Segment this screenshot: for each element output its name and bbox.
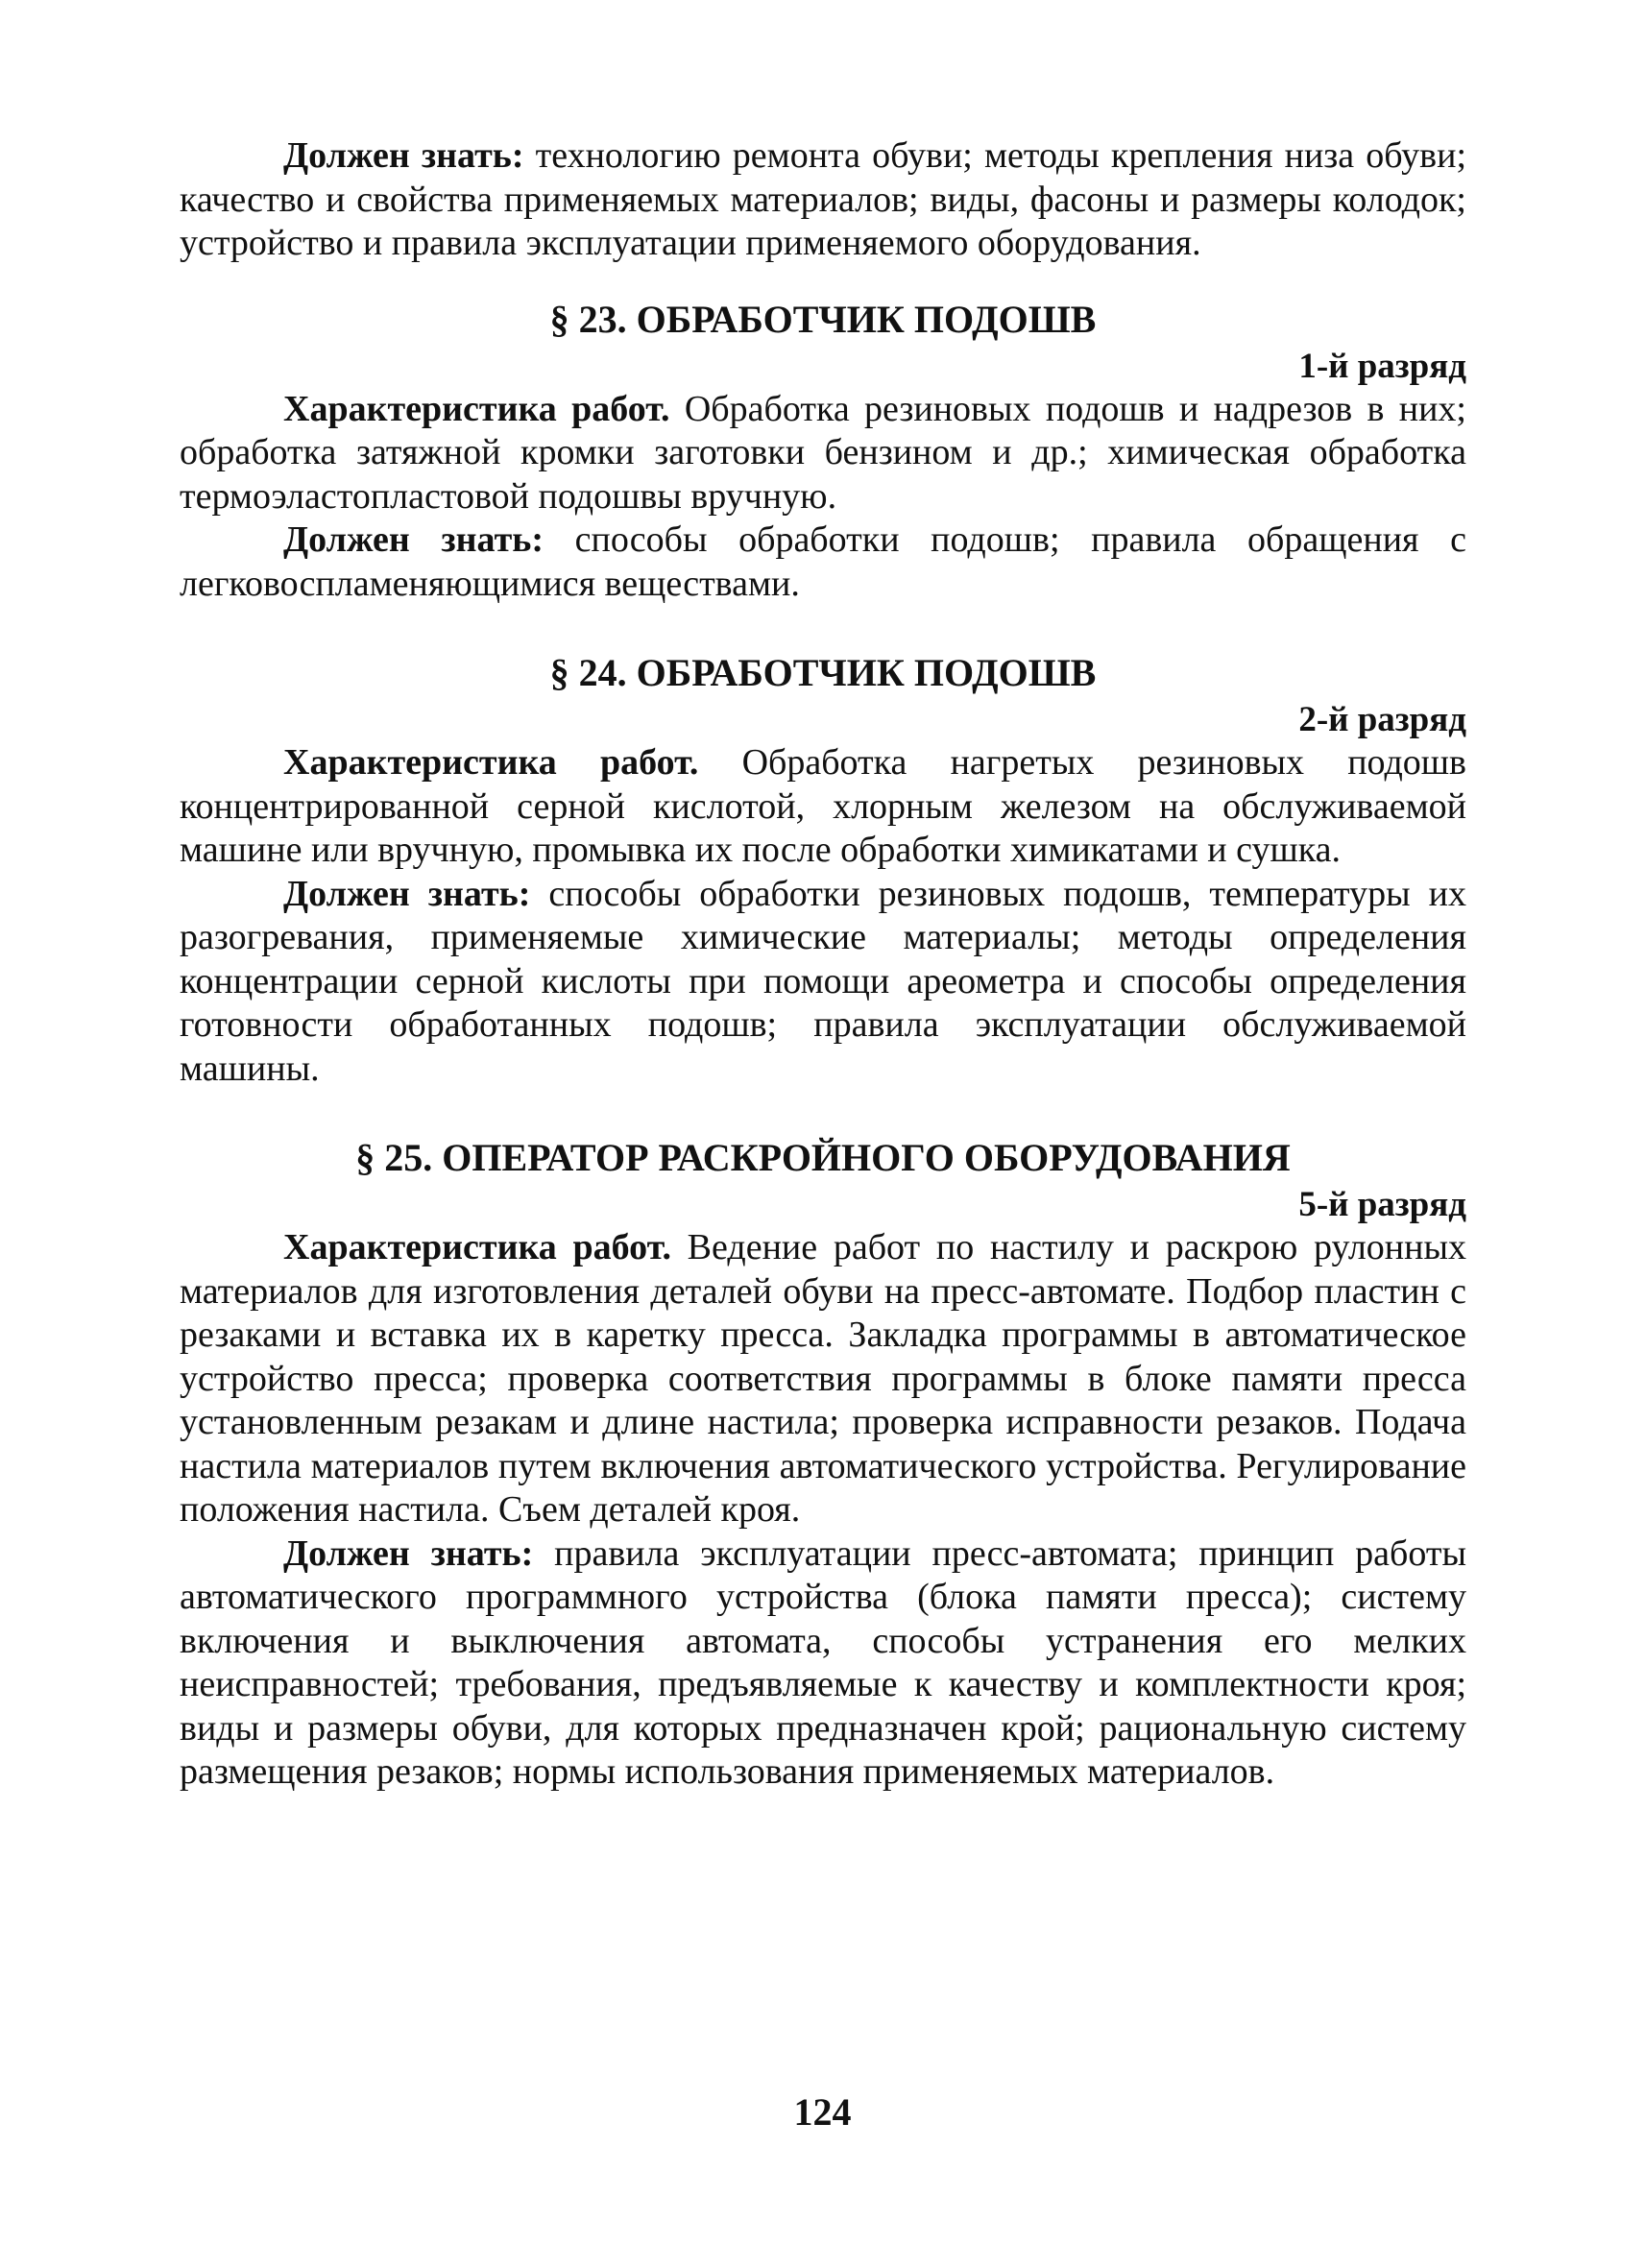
intro-paragraph (180, 134, 1466, 266)
intro-text: технологию ремонта обуви; методы крепления низа обуви; качество и свойства применяемых материалов; виды, фасоны и размеры колодок; устройство и правила эксплуатации применяемого оборудования. (180, 135, 1466, 263)
characteristics-lead: Характеристика работ. (283, 388, 670, 429)
section-25-knowledge (180, 1532, 1466, 1795)
knowledge-lead: Должен знать: (283, 519, 544, 560)
characteristics-text: Ведение работ по настилу и раскрою рулонных материалов для изготовления деталей обуви на пресс-автомате. Подбор пластин с резаками и вставка их в каретку пресса. Закладка программы в автоматическое устройство пресса; проверка соответствия программы в блоке памяти пресса установленным резакам и длине настила; проверка исправности резаков. Подача настила материалов путем включения автоматического устройства. Регулирование положения настила. Съем деталей кроя. (180, 1227, 1467, 1530)
section-23-characteristics (180, 388, 1466, 519)
characteristics-lead: Характеристика работ. (283, 742, 699, 783)
characteristics-lead: Характеристика работ. (283, 1227, 671, 1267)
knowledge-lead: Должен знать: (283, 873, 531, 914)
section-25-characteristics (180, 1226, 1466, 1532)
section-grade-24: 2-й разряд (1298, 700, 1466, 739)
characteristics-text: Обработка нагретых резиновых подошв концентрированной серной кислотой, хлорным железом на обслуживаемой машине или вручную, промывка их после обработки химикатами и сушка. (180, 742, 1466, 870)
section-23-knowledge (180, 519, 1466, 606)
document-page (180, 134, 1466, 1795)
page-number: 124 (793, 2090, 852, 2134)
spacer (180, 606, 1466, 648)
spacer (180, 1091, 1466, 1133)
section-24-knowledge (180, 873, 1466, 1092)
spacer (180, 266, 1466, 295)
section-heading-24: § 24. ОБРАБОТЧИК ПОДОШВ (549, 651, 1097, 694)
knowledge-lead: Должен знать: (283, 1532, 534, 1574)
knowledge-text: способы обработки резиновых подошв, температуры их разогревания, применяемые химические материалы; методы определения концентрации серной кислоты при помощи ареометра и способы определения готовности обработанных подошв; правила эксплуатации обслуживаемой машины. (180, 873, 1466, 1089)
section-heading-25: § 25. ОПЕРАТОР РАСКРОЙНОГО ОБОРУДОВАНИЯ (355, 1136, 1291, 1179)
section-24-characteristics (180, 741, 1466, 873)
knowledge-text: способы обработки подошв; правила обращения с легковоспламеняющимися веществами. (180, 519, 1467, 604)
section-grade-25: 5-й разряд (1298, 1185, 1466, 1224)
section-grade-23: 1-й разряд (1298, 346, 1466, 386)
section-heading-23: § 23. ОБРАБОТЧИК ПОДОШВ (549, 297, 1097, 341)
characteristics-text: Обработка резиновых подошв и надрезов в них; обработка затяжной кромки заготовки бензином и др.; химическая обработка термоэластопластовой подошвы вручную. (180, 388, 1466, 517)
intro-lead: Должен знать: (283, 135, 524, 176)
knowledge-text: правила эксплуатации пресс-автомата; принцип работы автоматического программного устройства (блока памяти пресса); систему включения и выключения автомата, способы устранения его мелких неисправностей; требования, предъявляемые к качеству и комплектности кроя; виды и размеры обуви, для которых предназначен крой; рациональную систему размещения резаков; нормы использования применяемых материалов. (180, 1532, 1467, 1792)
